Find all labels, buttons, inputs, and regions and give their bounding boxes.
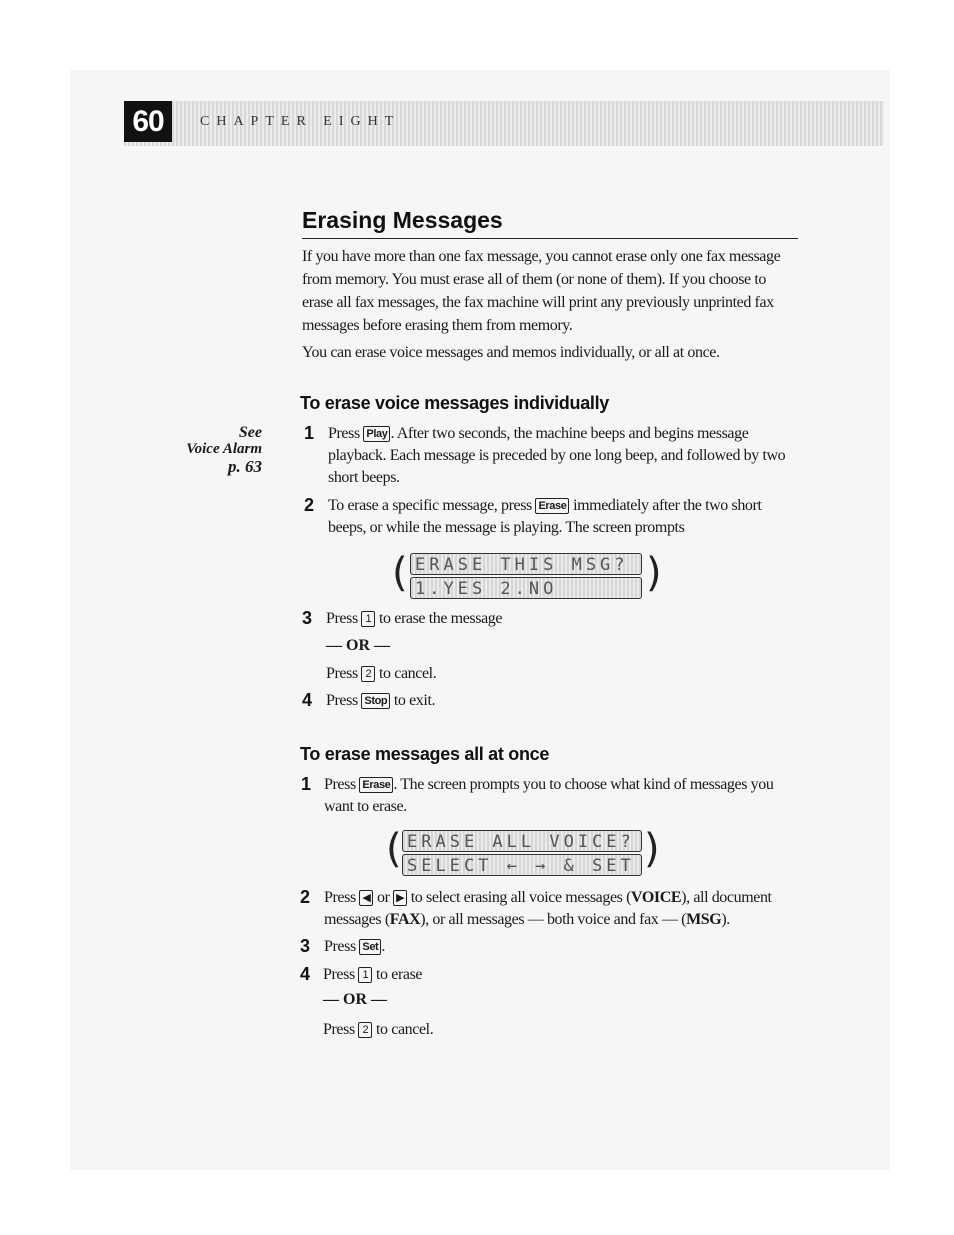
sidebar-page: p. 63 [228,457,262,476]
step-text: ), or all messages — both voice and fax — ( [420,911,687,928]
step-text: . [381,938,385,955]
step-number: 4 [300,964,311,984]
section1-step1 [328,423,788,489]
left-arrow-key: ◀ [359,890,373,906]
step-text: to cancel. [376,1021,434,1038]
step-text: or [377,889,390,906]
step-text: Press [326,665,358,682]
lcd-bracket-right: ) [646,550,662,596]
or-divider: — OR — [326,637,390,654]
step-text: Press [326,610,358,627]
page-title: Erasing Messages [302,207,503,233]
step-text: ), all document messages ( [324,889,772,928]
step-text: ). [721,911,730,928]
lcd-line-1: ERASE THIS MSG? [410,553,642,575]
section2-heading: To erase messages all at once [300,744,550,764]
or-divider: — OR — [323,991,387,1008]
section1-heading: To erase voice messages individually [300,393,610,413]
fax-option: FAX [389,911,421,928]
step-text: Press [328,425,360,442]
step-text: immediately after the two short beeps, or while the message is playing. The screen prompts [328,497,762,536]
sidebar-note [170,424,262,475]
key-2: 2 [358,1022,372,1038]
key-2: 2 [361,666,375,682]
right-arrow-key: ▶ [393,890,407,906]
sidebar-see: See [238,424,262,441]
step-number: 2 [300,887,311,907]
key-1: 1 [361,611,375,627]
step-text: . The screen prompts you to choose what kind of messages you want to erase. [324,776,774,815]
step-text: Press [324,776,356,793]
lcd-line-2: SELECT ← → & SET [402,854,642,876]
section1-step4 [326,690,786,712]
stop-key: Stop [361,693,390,709]
play-key: Play [363,426,390,442]
step-text: To erase a specific message, press [328,497,532,514]
section2-step4 [323,964,783,986]
section2-step2 [324,887,786,931]
section2-step1 [324,774,784,818]
step-text: to erase [376,966,423,983]
step-text: . After two seconds, the machine beeps and begins message playback. Each message is preceded by one long beep, and followed by two short beeps. [328,425,786,486]
lcd-line-1: ERASE ALL VOICE? [402,830,642,852]
section1-step3-alt [326,663,786,685]
step-number: 2 [304,495,315,515]
lcd-bracket-left: ( [386,826,402,872]
set-key: Set [359,939,381,955]
step-text: Press [324,889,356,906]
msg-option: MSG [686,911,722,928]
lcd-line-2: 1.YES 2.NO [410,577,642,599]
sidebar-topic: Voice Alarm [186,441,262,457]
erase-key: Erase [359,777,393,793]
step-text: Press [323,966,355,983]
section1-step2 [328,495,788,539]
step-text: Press [326,692,358,709]
lcd-bracket-left: ( [392,550,408,596]
step-text: to exit. [393,692,436,709]
step-text: Press [323,1021,355,1038]
intro-paragraph-2: You can erase voice messages and memos individually, or all at once. [302,344,720,361]
erase-key: Erase [535,498,569,514]
lcd-bracket-right: ) [644,826,660,872]
chapter-label: CHAPTER EIGHT [200,114,401,129]
step-text: Press [324,938,356,955]
step-number: 3 [300,936,311,956]
section2-step4-alt [323,1019,783,1041]
key-1: 1 [358,967,372,983]
step-number: 4 [302,690,313,710]
section2-step3 [324,936,784,958]
step-text: to select erasing all voice messages ( [410,889,632,906]
section1-step3 [326,608,786,630]
intro-paragraph-1: If you have more than one fax message, you cannot erase only one fax message from memory. You must erase all of them (or none of them). If you choose to erase all fax messages, the fax machine will print any previously unprinted fax messages before erasing them from memory. [302,248,781,334]
page-number: 60 [124,101,172,142]
step-number: 3 [302,608,313,628]
step-text: to cancel. [379,665,437,682]
step-number: 1 [301,774,312,794]
voice-option: VOICE [631,889,682,906]
step-text: to erase the message [379,610,503,627]
step-number: 1 [304,423,315,443]
title-rule [302,238,798,239]
